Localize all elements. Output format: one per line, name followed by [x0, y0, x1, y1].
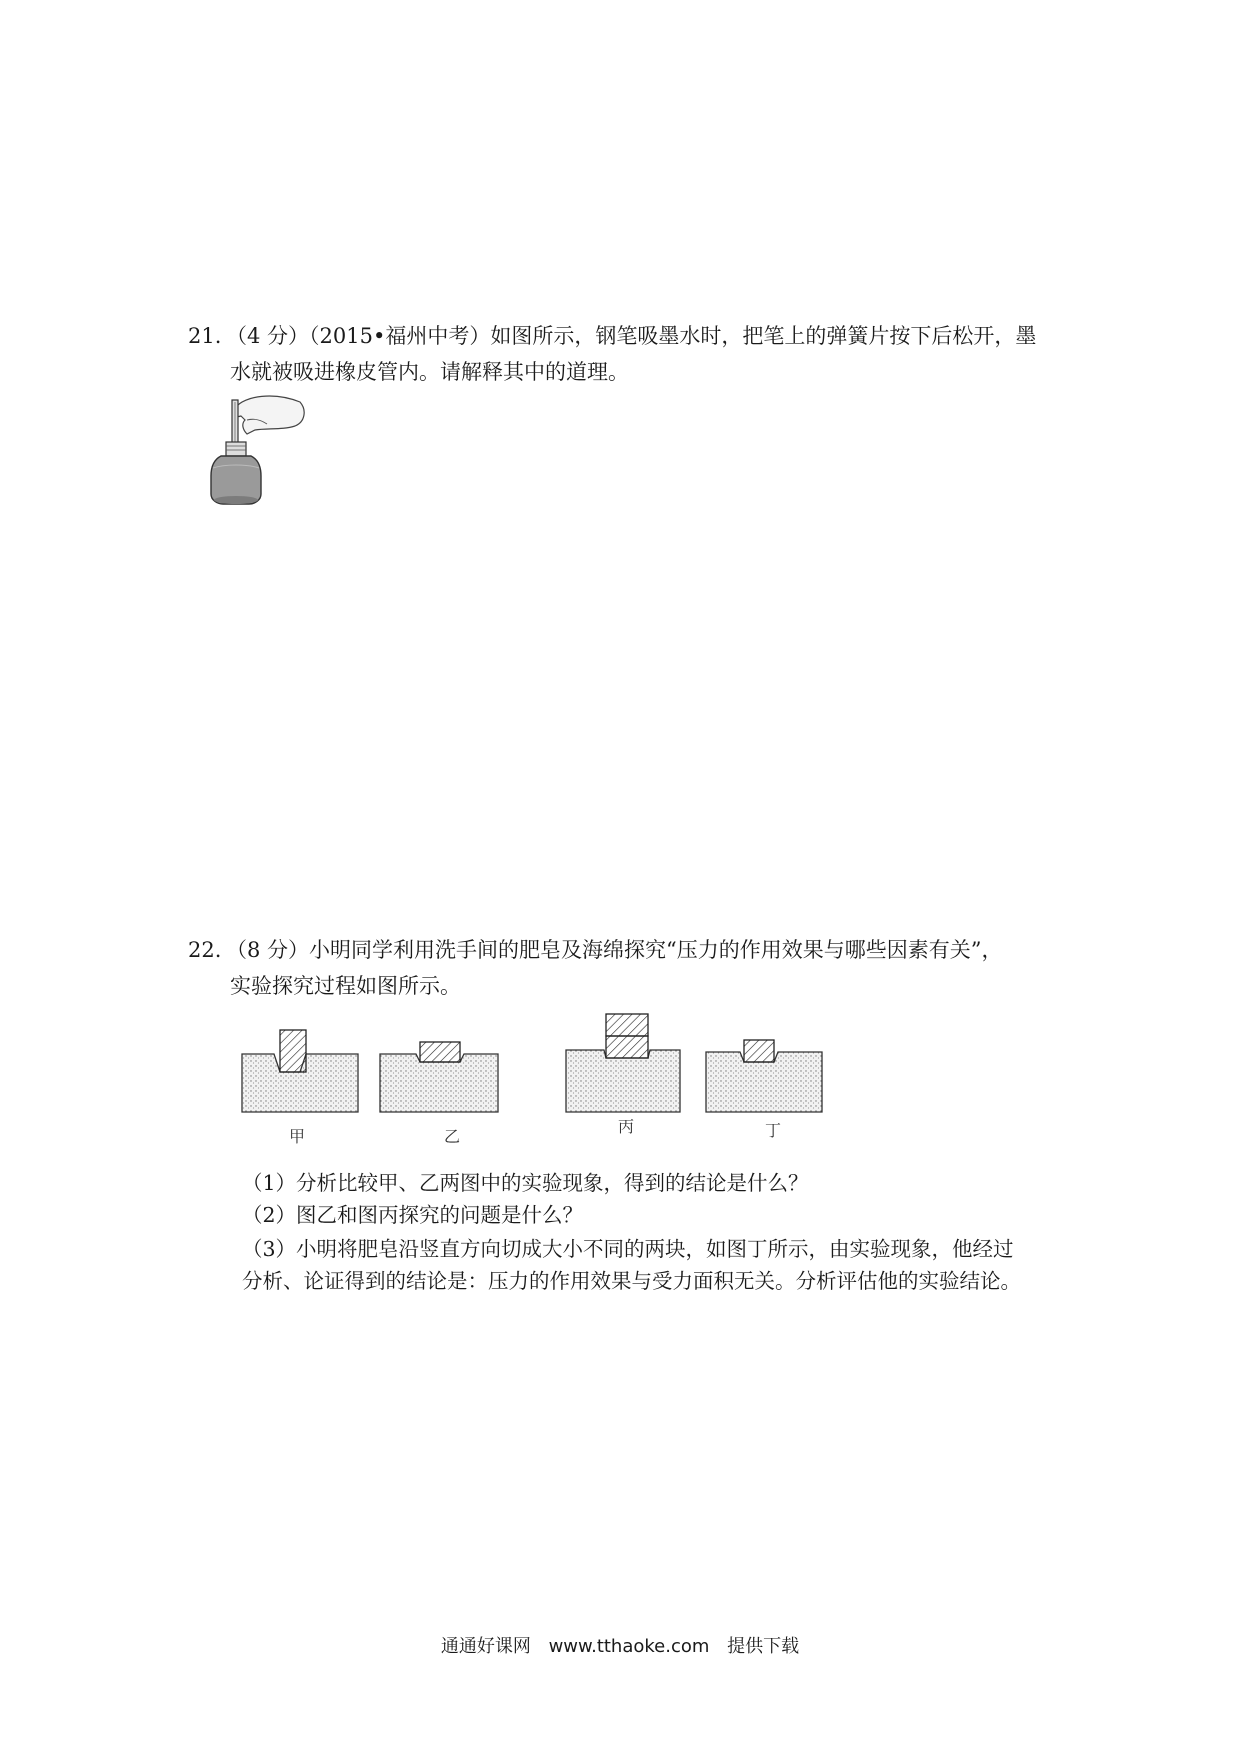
footer-url[interactable]: www.tthaoke.com: [548, 1636, 710, 1657]
figure-jia: [242, 1030, 358, 1112]
sub-question-3-line-1: （3）小明将肥皂沿竖直方向切成大小不同的两块，如图丁所示，由实验现象，他经过: [242, 1237, 1014, 1261]
footer-site-name: 通通好课网: [440, 1636, 531, 1657]
question-text-line-2: 实验探究过程如图所示。: [230, 974, 461, 998]
figure-bing: [566, 1014, 680, 1112]
figure-yi: [380, 1042, 498, 1112]
figure-ding: [706, 1040, 822, 1112]
figure-label-yi: 乙: [444, 1127, 461, 1146]
footer-suffix: 提供下载: [727, 1636, 800, 1657]
question-text-line-2: 水就被吸进橡皮管内。请解释其中的道理。: [230, 360, 629, 384]
question-number: 22.: [188, 938, 222, 962]
figure-label-ding: 丁: [765, 1121, 782, 1140]
page-footer: [0, 1632, 1240, 1658]
question-text-line-1: （8 分）小明同学利用洗手间的肥皂及海绵探究“压力的作用效果与哪些因素有关”，: [226, 938, 1003, 962]
question-text-line-1: （4 分）（2015•福州中考）如图所示，钢笔吸墨水时，把笔上的弹簧片按下后松开，墨: [226, 324, 1037, 348]
sub-question-2: （2）图乙和图丙探究的问题是什么？: [242, 1203, 584, 1227]
figure-label-bing: 丙: [618, 1117, 635, 1136]
sponge-soap-figures: [230, 1000, 850, 1150]
figure-label-jia: 甲: [289, 1127, 306, 1146]
sub-question-3-line-2: 分析、论证得到的结论是：压力的作用效果与受力面积无关。分析评估他的实验结论。: [242, 1269, 1021, 1293]
question-number: 21.: [188, 324, 222, 348]
sub-question-1: （1）分析比较甲、乙两图中的实验现象，得到的结论是什么？: [242, 1171, 809, 1195]
pen-ink-bottle-figure: [205, 390, 315, 510]
